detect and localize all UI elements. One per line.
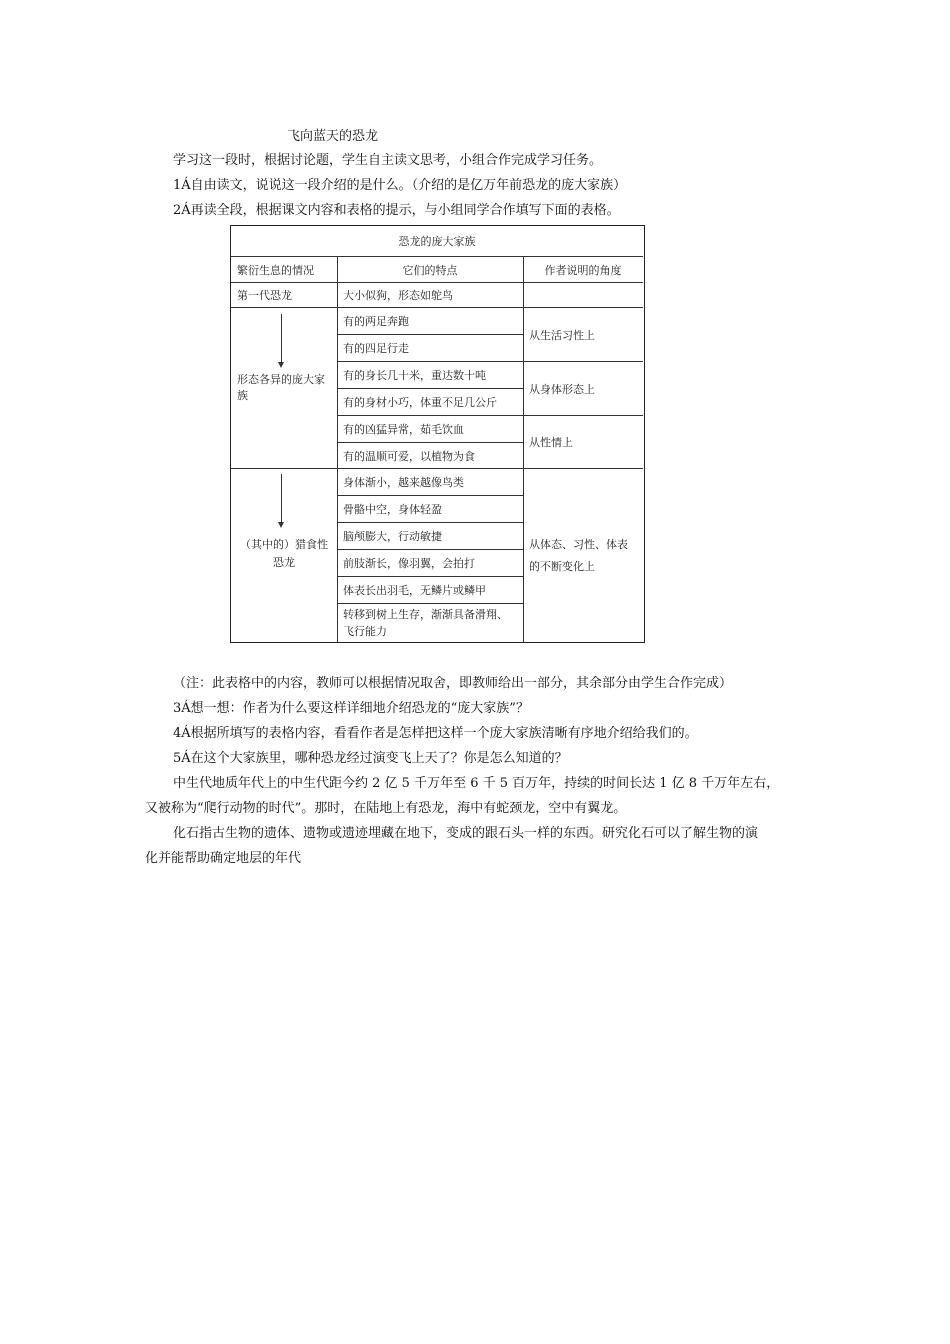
table-caption: 恐龙的庞大家族 xyxy=(398,235,476,248)
down-arrow-icon xyxy=(281,474,282,524)
table-note: （注：此表格中的内容，教师可以根据情况取舍，即教师给出一部分，其余部分由学生合作完成） xyxy=(173,676,733,691)
task-5: 5Á在这个大家族里，哪种恐龙经过演变飞上天了？你是怎么知道的？ xyxy=(173,751,568,766)
intro-paragraph: 学习这一段时，根据讨论题，学生自主读文思考，小组合作完成学习任务。 xyxy=(173,153,603,168)
group-1-label: 形态各异的庞大家族 xyxy=(237,373,325,402)
document-title: 飞向蓝天的恐龙 xyxy=(287,129,379,144)
feature-cell: 有的身长几十米，重达数十吨 xyxy=(343,369,486,382)
feature-cell: 有的身材小巧，体重不足几公斤 xyxy=(343,396,497,409)
first-generation-feature: 大小似狗，形态如鸵鸟 xyxy=(343,289,453,302)
down-arrow-icon xyxy=(281,314,282,364)
feature-cell: 有的两足奔跑 xyxy=(343,315,409,328)
feature-cell: 骨骼中空，身体轻盈 xyxy=(343,503,442,516)
feature-cell: 转移到树上生存，渐渐具备滑翔、飞行能力 xyxy=(343,608,508,638)
first-generation-label: 第一代恐龙 xyxy=(237,289,292,302)
feature-cell: 身体渐小，越来越像鸟类 xyxy=(343,476,464,489)
mesozoic-paragraph-line-1: 中生代地质年代上的中生代距今约 2 亿 5 千万年至 6 千 5 百万年，持续的时间长达 1 亿 8 千万年左右， xyxy=(173,776,780,791)
down-arrow-icon xyxy=(278,522,284,528)
angle-cell: 从身体形态上 xyxy=(529,382,595,396)
angle-cell: 从性情上 xyxy=(529,436,573,449)
angle-cell: 从体态、习性、体表的不断变化上 xyxy=(529,537,628,573)
feature-cell: 有的四足行走 xyxy=(343,342,409,355)
fossil-paragraph-line-1: 化石指古生物的遗体、遗物或遗迹埋藏在地下，变成的跟石头一样的东西。研究化石可以了解生物的演 xyxy=(173,826,759,841)
feature-cell: 前肢渐长，像羽翼，会拍打 xyxy=(343,557,475,570)
task-3: 3Á想一想：作者为什么要这样详细地介绍恐龙的“庞大家族”？ xyxy=(173,701,529,716)
angle-cell: 从生活习性上 xyxy=(529,328,595,342)
task-1: 1Á自由读文，说说这一段介绍的是什么。（介绍的是亿万年前恐龙的庞大家族） xyxy=(173,178,627,193)
dinosaur-family-table xyxy=(230,225,645,643)
table-header: 它们的特点 xyxy=(402,263,458,277)
feature-cell: 有的凶猛异常，茹毛饮血 xyxy=(343,423,464,436)
feature-cell: 体表长出羽毛，无鳞片或鳞甲 xyxy=(343,584,486,597)
table-header: 作者说明的角度 xyxy=(544,263,622,277)
fossil-paragraph-line-2: 化并能帮助确定地层的年代 xyxy=(145,851,302,866)
feature-cell: 有的温顺可爱，以植物为食 xyxy=(343,449,475,463)
table-header: 繁衍生息的情况 xyxy=(237,263,314,277)
mesozoic-paragraph-line-2: 又被称为“爬行动物的时代”。那时，在陆地上有恐龙，海中有蛇颈龙，空中有翼龙。 xyxy=(145,801,627,816)
group-2-label: （其中的）猎食性恐龙 xyxy=(240,538,328,569)
feature-cell: 脑颅膨大，行动敏捷 xyxy=(343,530,442,543)
task-4: 4Á根据所填写的表格内容，看看作者是怎样把这样一个庞大家族清晰有序地介绍给我们的。 xyxy=(173,726,698,741)
task-2: 2Á再读全段，根据课文内容和表格的提示，与小组同学合作填写下面的表格。 xyxy=(173,203,620,218)
